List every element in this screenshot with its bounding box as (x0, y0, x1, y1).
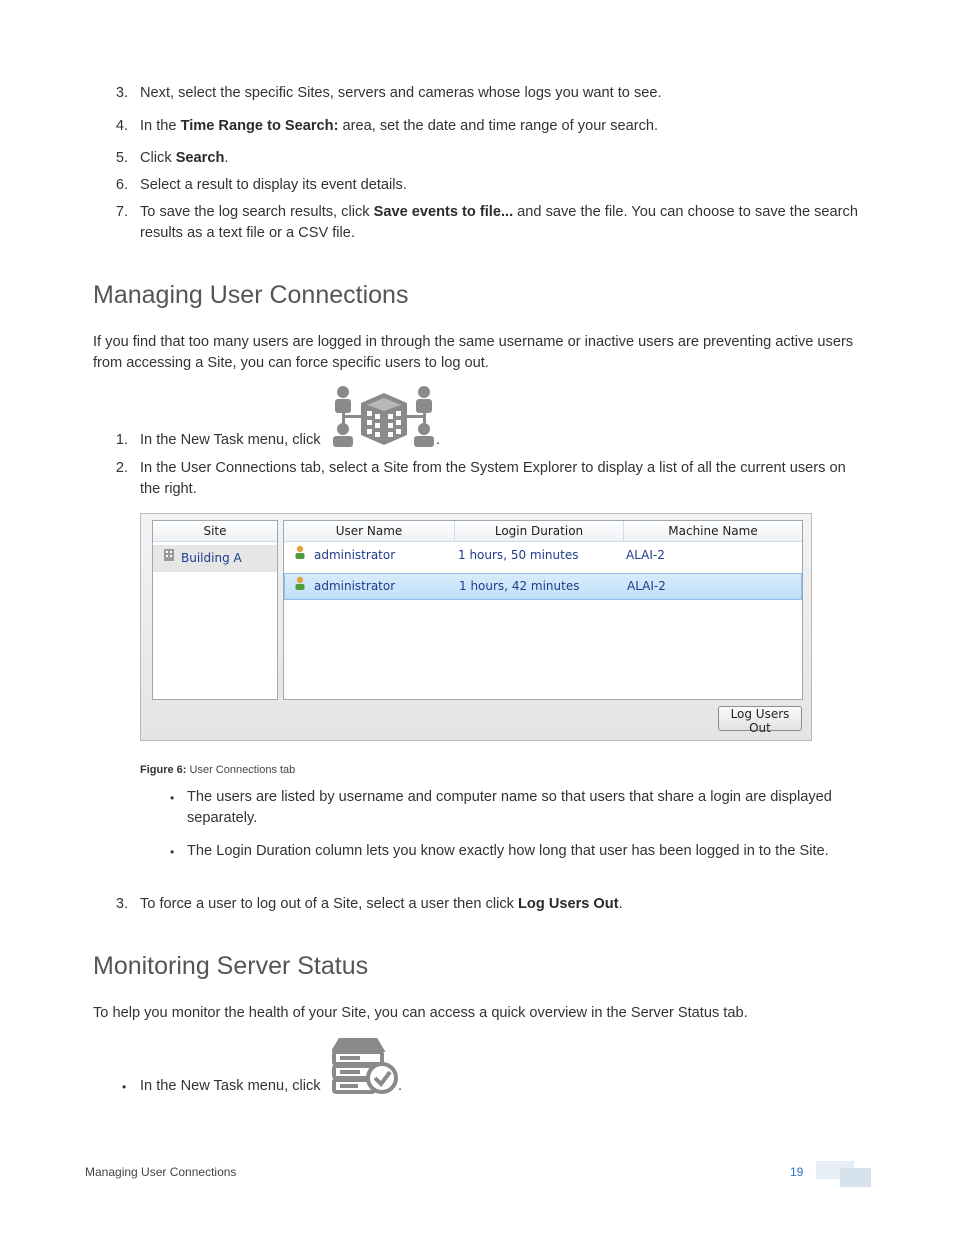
user-name-cell: administrator (314, 579, 396, 593)
step-period: . (436, 432, 441, 448)
section-heading-user-connections: Managing User Connections (93, 281, 409, 309)
step-number: 7. (115, 204, 128, 220)
bullet-text: The Login Duration column lets you know exactly how long that user has been logged in to the Site. (187, 843, 829, 859)
footer-title: Managing User Connections (85, 1165, 237, 1179)
step-text: In the Time Range to Search: area, set the date and time range of your search. (140, 118, 659, 134)
step-text: Click Search. (140, 150, 229, 166)
site-panel (152, 520, 278, 700)
table-row-selected[interactable] (284, 573, 802, 600)
step-number: 3. (115, 896, 128, 912)
step-text: To save the log search results, click Save events to file... and save the file. You can choose to save the search results as a text file or a CSV file. (140, 204, 858, 241)
site-item[interactable] (153, 545, 277, 572)
column-header-login-duration[interactable]: Login Duration (455, 521, 624, 541)
table-row[interactable] (284, 542, 802, 569)
bullet-dot: • (170, 845, 175, 859)
users-panel (283, 520, 803, 700)
site-item-label: Building A (181, 551, 242, 565)
step-text: Next, select the specific Sites, servers and cameras whose logs you want to see. (140, 85, 662, 101)
step-number: 6. (115, 177, 128, 193)
bullet-dot: • (170, 791, 175, 805)
footer-decoration (816, 1161, 872, 1187)
building-icon (163, 548, 175, 569)
user-icon (294, 576, 306, 597)
column-header-machine-name[interactable]: Machine Name (668, 524, 758, 538)
step-number: 1. (115, 432, 128, 448)
step-number: 3. (115, 85, 128, 101)
section-heading-server-status: Monitoring Server Status (93, 952, 369, 980)
step-text: Select a result to display its event details. (140, 177, 407, 193)
login-duration-cell: 1 hours, 50 minutes (458, 548, 579, 562)
step-number: 4. (115, 118, 128, 134)
step-number: 5. (115, 150, 128, 166)
caption-text: User Connections tab (186, 764, 296, 776)
user-connections-icon (331, 385, 437, 447)
step-text: To force a user to log out of a Site, select a user then click Log Users Out. (140, 896, 623, 912)
server-status-icon (332, 1036, 400, 1094)
user-name-cell: administrator (314, 548, 396, 562)
users-table-header (284, 521, 802, 542)
login-duration-cell: 1 hours, 42 minutes (459, 579, 580, 593)
section-intro: If you find that too many users are logged in through the same username or inactive users are preventing active users from accessing a Site, you can force specific users to log out. (93, 334, 854, 371)
bullet-period: . (398, 1078, 403, 1094)
step-text: In the New Task menu, click (140, 432, 321, 448)
caption-label: Figure 6: (140, 764, 187, 776)
machine-name-cell: ALAI-2 (627, 579, 666, 593)
bullet-text: The users are listed by username and computer name so that users that share a login are displayed separately. (187, 789, 832, 826)
machine-name-cell: ALAI-2 (626, 548, 665, 562)
bullet-dot: • (122, 1080, 127, 1094)
bullet-text: In the New Task menu, click (140, 1078, 321, 1094)
user-connections-screenshot (140, 513, 812, 741)
site-column-header[interactable]: Site (153, 521, 277, 542)
page-number: 19 (790, 1165, 804, 1179)
column-header-user-name[interactable]: User Name (284, 521, 455, 541)
step-number: 2. (115, 460, 128, 476)
step-text: In the User Connections tab, select a Site from the System Explorer to display a list of all the current users on the right. (140, 460, 846, 497)
figure-caption (140, 760, 295, 781)
section-intro: To help you monitor the health of your Site, you can access a quick overview in the Server Status tab. (93, 1005, 748, 1021)
user-icon (294, 545, 306, 566)
log-users-out-button[interactable]: Log Users Out (718, 706, 802, 731)
